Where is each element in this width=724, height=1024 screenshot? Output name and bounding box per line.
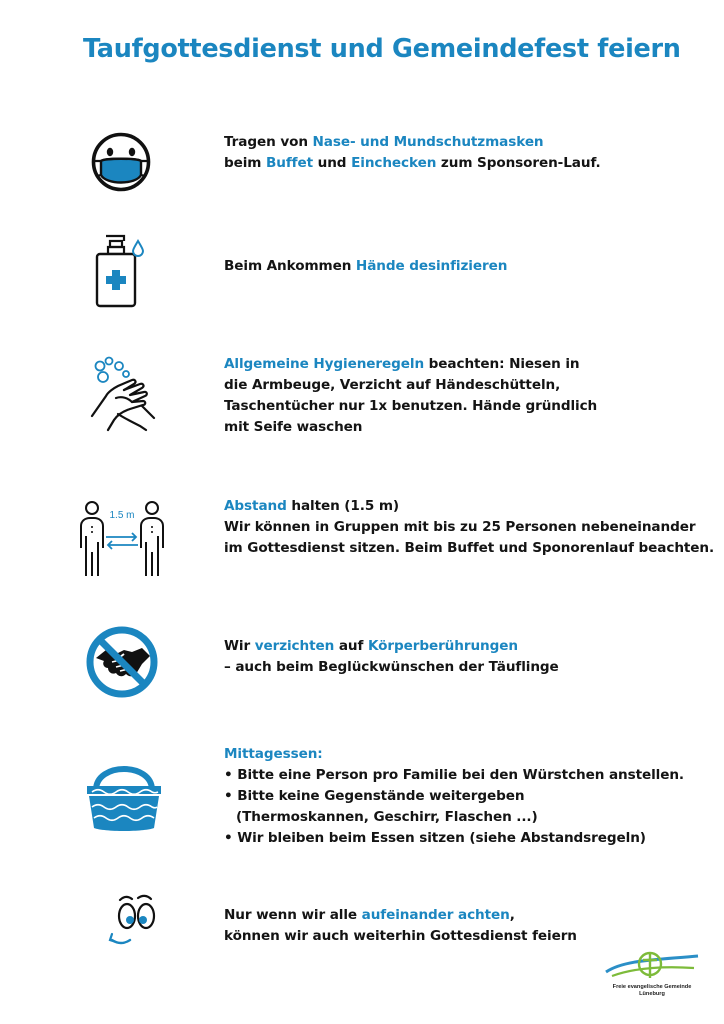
rule-text-mask — [224, 132, 601, 174]
lunch-heading: Mittagessen: — [224, 746, 323, 762]
church-cross-logo-icon — [604, 946, 700, 986]
rule-line: Wir können in Gruppen mit bis zu 25 Personen nebeneinander — [224, 519, 696, 535]
hand-sanitizer-icon — [92, 232, 150, 310]
rule-line: Abstand halten (1.5 m) — [224, 498, 400, 514]
social-distance-icon — [76, 496, 168, 580]
rule-text-hygiene — [224, 354, 597, 438]
list-item: • Wir bleiben beim Essen sitzen (siehe Abstandsregeln) — [224, 828, 684, 849]
list-item: • Bitte keine Gegenstände weitergeben (Thermoskannen, Geschirr, Flaschen ...) — [224, 786, 616, 828]
rule-text-closing — [224, 905, 577, 947]
church-logo — [604, 946, 700, 1006]
list-item: • Bitte eine Person pro Familie bei den Würstchen anstellen. — [224, 765, 684, 786]
rule-line: Nur wenn wir alle aufeinander achten, — [224, 907, 515, 923]
smiley-eyes-icon — [100, 886, 170, 952]
rule-line: die Armbeuge, Verzicht auf Händeschütteln, — [224, 377, 561, 393]
rule-text-contact — [224, 636, 559, 678]
distance-label: 1.5 m — [109, 510, 135, 521]
rule-text-sanitize — [224, 256, 507, 277]
rule-line: Wir verzichten auf Körperberührungen — [224, 638, 518, 654]
rule-line: mit Seife waschen — [224, 419, 363, 435]
rule-text-lunch — [224, 744, 684, 849]
rule-line: Taschentücher nur 1x benutzen. Hände gründlich — [224, 398, 598, 414]
rule-line: Beim Ankommen Hände desinfizieren — [224, 258, 508, 274]
rule-line: – auch beim Beglückwünschen der Täuflinge — [224, 659, 559, 675]
lunch-list — [224, 765, 684, 849]
rule-text-distance — [224, 496, 714, 559]
face-mask-icon — [90, 128, 152, 196]
basket-icon — [84, 752, 164, 834]
rule-line: können wir auch weiterhin Gottesdienst feiern — [224, 928, 577, 944]
page-title: Taufgottesdienst und Gemeindefest feiern — [83, 34, 681, 64]
rule-line: im Gottesdienst sitzen. Beim Buffet und Sponorenlauf beachten. — [224, 540, 715, 556]
rule-line: Tragen von Nase- und Mundschutzmasken — [224, 134, 544, 150]
rule-line: Allgemeine Hygieneregeln beachten: Niesen in — [224, 356, 580, 372]
rule-line: beim Buffet und Einchecken zum Sponsoren-Lauf. — [224, 155, 601, 171]
no-handshake-icon — [86, 626, 158, 698]
hand-washing-icon — [88, 354, 158, 434]
logo-text: Freie evangelische Gemeinde Lüneburg — [612, 984, 692, 997]
